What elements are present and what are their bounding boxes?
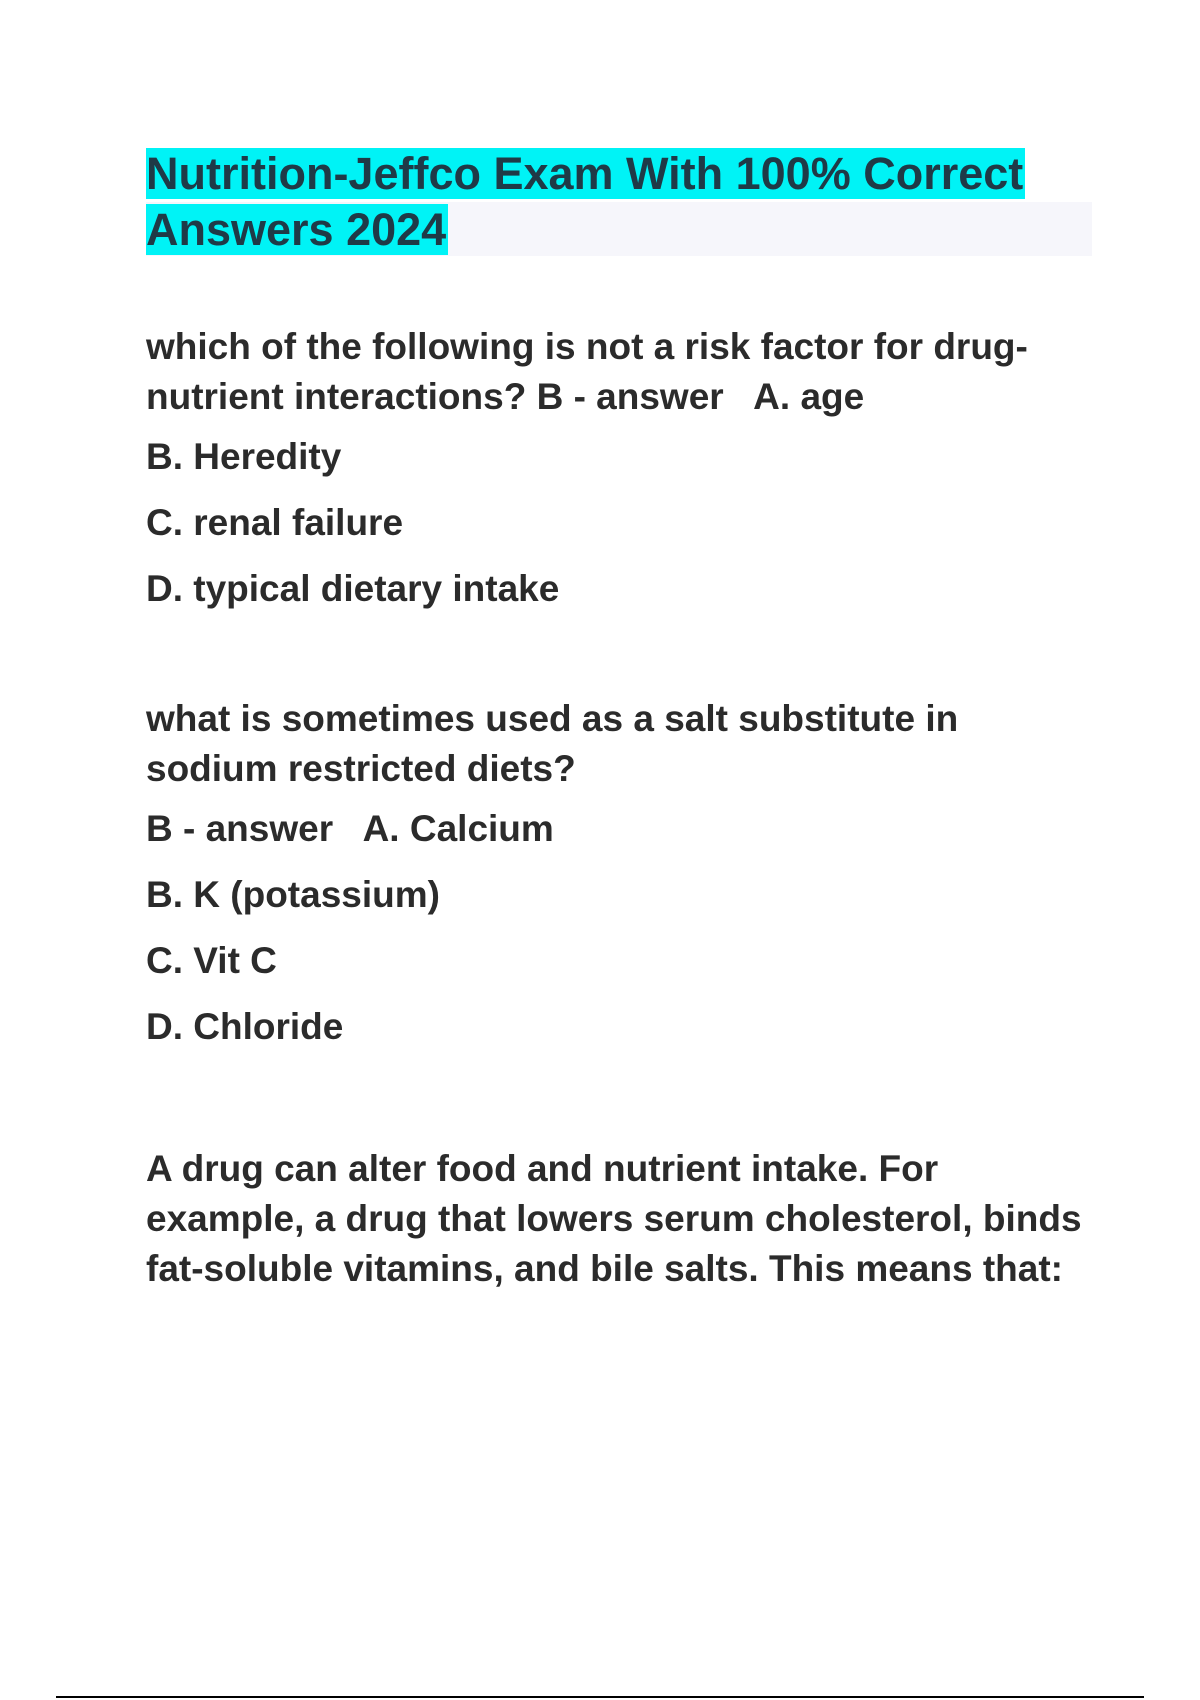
question-1-option-d: D. typical dietary intake: [146, 568, 560, 609]
document-title: [146, 146, 1092, 258]
footer-divider: [56, 1696, 1144, 1698]
document-title-highlight: Nutrition-Jeffco Exam With 100% Correct Answers 2024: [146, 148, 1024, 255]
question-2-option-c: C. Vit C: [146, 940, 277, 981]
question-1-text: which of the following is not a risk factor for drug-nutrient interactions? B - answer A. age: [146, 326, 1028, 417]
question-2-option-d: D. Chloride: [146, 1006, 344, 1047]
question-1-option-b: B. Heredity: [146, 436, 342, 477]
question-2-option-a-answer: B - answer A. Calcium: [146, 808, 554, 849]
question-3: [146, 1144, 1092, 1294]
question-1-option-c: C. renal failure: [146, 502, 404, 543]
question-2: [146, 694, 1092, 1052]
title-block: [146, 146, 1092, 258]
question-2-option-b: B. K (potassium): [146, 874, 440, 915]
question-1: [146, 322, 1092, 614]
questions-content: [146, 322, 1092, 1310]
question-2-text: what is sometimes used as a salt substitute in sodium restricted diets?: [146, 698, 969, 789]
question-3-text: A drug can alter food and nutrient intake. For example, a drug that lowers serum cholesterol, binds fat-soluble vitamins, and bile salts. This means that:: [146, 1148, 1092, 1289]
